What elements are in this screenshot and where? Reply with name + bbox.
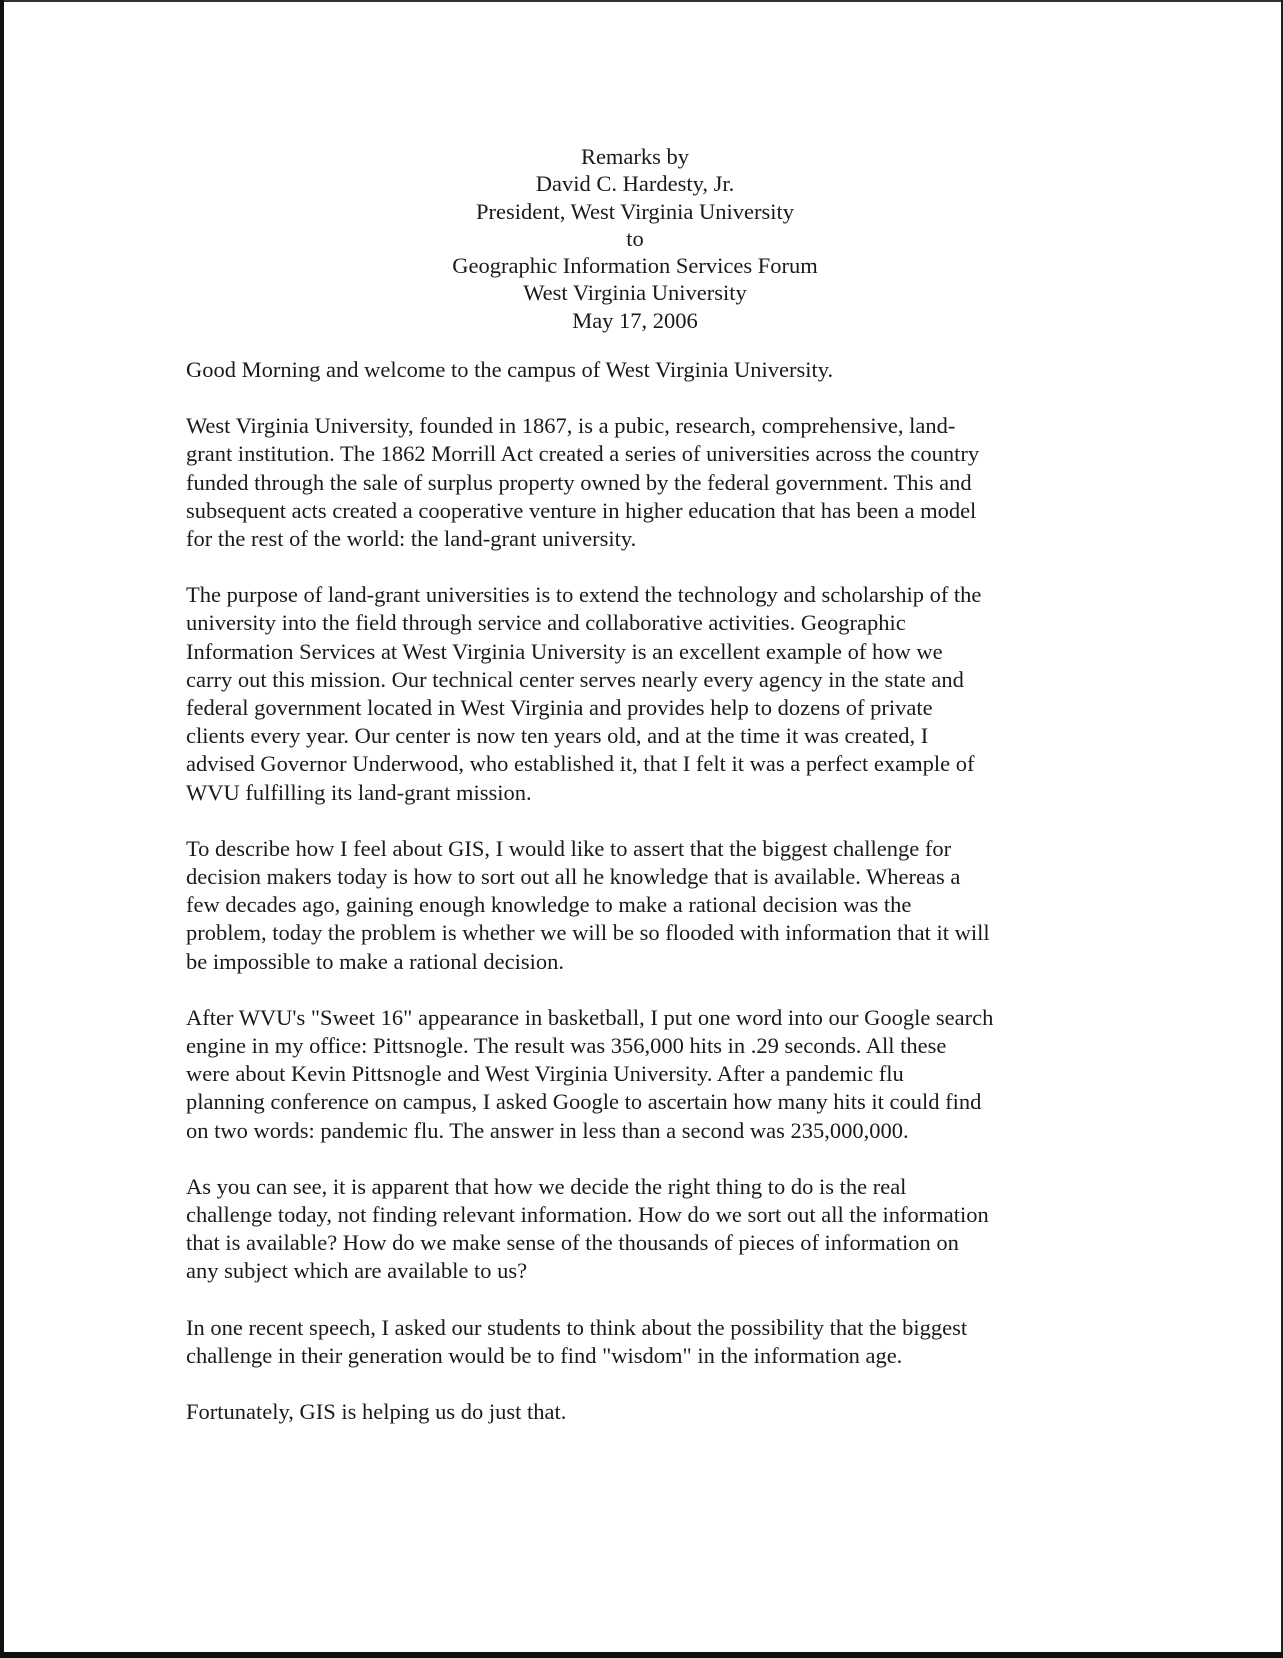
heading-remarks-by: Remarks by: [580, 144, 690, 169]
paragraph-google-example: After WVU's "Sweet 16" appearance in basketball, I put one word into our Google search engine in my office: Pittsnogle. The result was 356,000 hits in .29 seconds. All these were about Kevin Pittsnogle and West Virginia University. After a pandemic flu planning conference on campus, I asked Google to ascertain how many hits it could find on two words: pandemic flu. The answer in less than a second was 235,000,000.: [186, 1004, 994, 1143]
paragraph-sorting-information: As you can see, it is apparent that how we decide the right thing to do is the real challenge today, not finding relevant information. How do we sort out all the information that is available? How do we make sense of the thousands of pieces of information on any subject which are available to us?: [186, 1173, 989, 1284]
paragraph-conclusion: Fortunately, GIS is helping us do just that.: [186, 1399, 567, 1425]
heading-speaker-title: President, West Virginia University: [475, 198, 795, 224]
heading-event-name: Geographic Information Services Forum: [452, 253, 818, 279]
heading-date: May 17, 2006: [572, 307, 698, 333]
paragraph-wisdom: In one recent speech, I asked our students to think about the possibility that the biggest challenge in their generation would be to find "wisdom" in the information age.: [186, 1314, 968, 1368]
paragraph-decision-challenge: To describe how I feel about GIS, I would like to assert that the biggest challenge for decision makers today is how to sort out all he knowledge that is available. Whereas a few decades ago, gaining enough knowledge to make a rational decision was the problem, today the problem is whether we will be so flooded with information that it will be impossible to make a rational decision.: [186, 835, 990, 974]
paragraph-wvu-history: West Virginia University, founded in 1867, is a pubic, research, comprehensive, land- grant institution. The 1862 Morrill Act created a series of universities across the country funded through the sale of surplus property owned by the federal government. This and subsequent acts created a cooperative venture in higher education that has been a model for the rest of the world: the land-grant university.: [186, 413, 980, 552]
scan-edge-bottom: [0, 1652, 1283, 1658]
heading-to: to: [626, 225, 644, 251]
scan-edge-top: [0, 0, 1283, 2]
paragraph-land-grant-purpose: The purpose of land-grant universities is to extend the technology and scholarship of the university into the field through service and collaborative activities. Geographic Information Services at West Virginia University is an excellent example of how we carry out this mission. Our technical center serves nearly every agency in the state and federal government located in West Virginia and provides help to dozens of private clients every year. Our center is now ten years old, and at the time it was created, I advised Governor Underwood, who established it, that I felt it was a perfect example of WVU fulfilling its land-grant mission.: [186, 582, 982, 805]
heading-venue: West Virginia University: [523, 280, 747, 306]
speech-heading: [0, 143, 1270, 334]
speech-body: [186, 356, 1101, 1454]
paragraph-welcome: Good Morning and welcome to the campus of West Virginia University.: [186, 357, 834, 382]
heading-speaker-name: David C. Hardesty, Jr.: [535, 171, 735, 197]
